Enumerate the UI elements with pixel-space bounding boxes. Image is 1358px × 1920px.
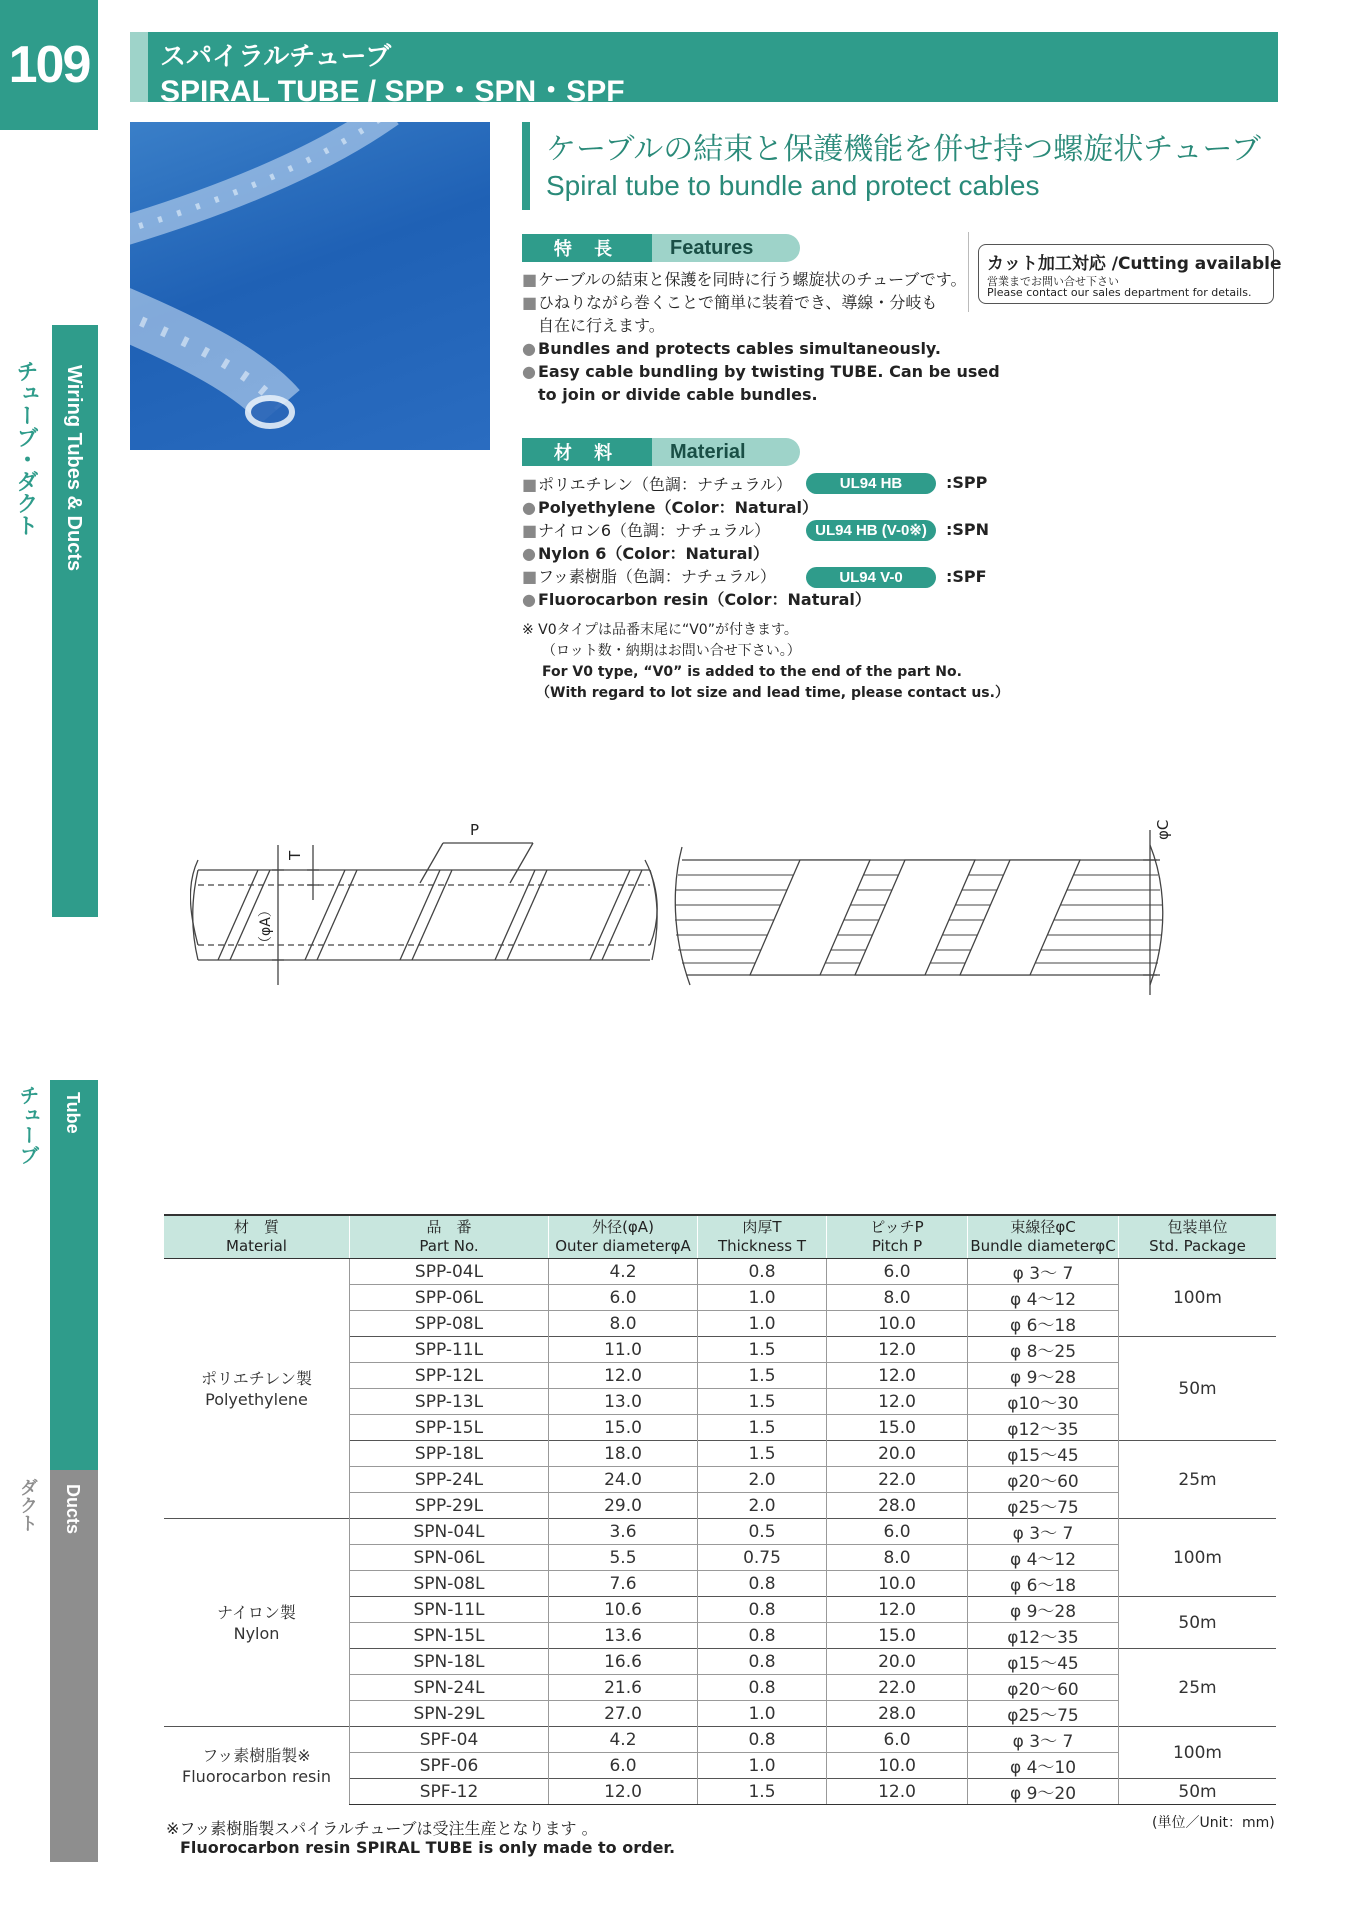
thickness-cell: 2.0 bbox=[698, 1493, 827, 1519]
pitch-cell: 10.0 bbox=[827, 1311, 968, 1337]
part-no-cell: SPP-06L bbox=[350, 1285, 549, 1311]
label-t: T bbox=[286, 850, 304, 860]
outer-diameter-cell: 7.6 bbox=[549, 1571, 698, 1597]
headline-jp: ケーブルの結束と保護機能を併せ持つ螺旋状チューブ bbox=[546, 132, 1261, 167]
bundle-diameter-cell: φ 3〜 7 bbox=[968, 1519, 1119, 1545]
side-tab-main-label: Wiring Tubes & Ducts bbox=[63, 365, 85, 572]
side-tab-tube-label: Tube bbox=[63, 1092, 83, 1134]
pitch-cell: 8.0 bbox=[827, 1545, 968, 1571]
header-stripe bbox=[130, 32, 148, 102]
part-no-cell: SPP-13L bbox=[350, 1389, 549, 1415]
package-cell: 100m bbox=[1119, 1727, 1277, 1779]
outer-diameter-cell: 13.0 bbox=[549, 1389, 698, 1415]
thickness-cell: 1.0 bbox=[698, 1753, 827, 1779]
thickness-cell: 0.8 bbox=[698, 1259, 827, 1285]
thickness-cell: 1.5 bbox=[698, 1389, 827, 1415]
feature-en-2b: to join or divide cable bundles. bbox=[538, 385, 818, 404]
outer-diameter-cell: 11.0 bbox=[549, 1337, 698, 1363]
table-header-row bbox=[164, 1215, 1276, 1259]
spec-table bbox=[164, 1214, 1276, 1805]
thickness-cell: 0.8 bbox=[698, 1623, 827, 1649]
bundle-diameter-cell: φ10〜30 bbox=[968, 1389, 1119, 1415]
col-outer-diameter: 外径(φA) Outer diameterφA bbox=[549, 1215, 698, 1259]
material-list: ■ポリエチレン（色調：ナチュラル） ● Polyethylene（Color：Natural） ■ナイロン6（色調：ナチュラル） ● Nylon 6（Color：Natural） ■フッ素樹脂（色調：ナチュラル） ● Fluorocarbon resin（Color：Natural） bbox=[522, 475, 871, 609]
bundle-diameter-cell: φ15〜45 bbox=[968, 1441, 1119, 1467]
features-label-en: Features bbox=[652, 234, 800, 262]
code-spn: :SPN bbox=[946, 520, 990, 539]
part-no-cell: SPN-08L bbox=[350, 1571, 549, 1597]
bundle-diameter-cell: φ15〜45 bbox=[968, 1649, 1119, 1675]
outer-diameter-cell: 4.2 bbox=[549, 1259, 698, 1285]
thickness-cell: 1.0 bbox=[698, 1311, 827, 1337]
material-cell: ポリエチレン製 Polyethylene bbox=[164, 1259, 350, 1519]
outer-diameter-cell: 27.0 bbox=[549, 1701, 698, 1727]
side-tab-ducts bbox=[50, 1470, 98, 1862]
material-fl-en: Fluorocarbon resin（Color：Natural） bbox=[538, 590, 871, 609]
code-spp: :SPP bbox=[946, 473, 988, 492]
part-no-cell: SPN-06L bbox=[350, 1545, 549, 1571]
pitch-cell: 28.0 bbox=[827, 1701, 968, 1727]
pitch-cell: 20.0 bbox=[827, 1649, 968, 1675]
col-package: 包装単位 Std. Package bbox=[1119, 1215, 1277, 1259]
part-no-cell: SPP-15L bbox=[350, 1415, 549, 1441]
bundle-diameter-cell: φ25〜75 bbox=[968, 1493, 1119, 1519]
part-no-cell: SPP-08L bbox=[350, 1311, 549, 1337]
outer-diameter-cell: 16.6 bbox=[549, 1649, 698, 1675]
outer-diameter-cell: 13.6 bbox=[549, 1623, 698, 1649]
thickness-cell: 2.0 bbox=[698, 1467, 827, 1493]
thickness-cell: 1.5 bbox=[698, 1779, 827, 1805]
part-no-cell: SPF-04 bbox=[350, 1727, 549, 1753]
thickness-cell: 0.8 bbox=[698, 1571, 827, 1597]
pitch-cell: 12.0 bbox=[827, 1597, 968, 1623]
thickness-cell: 1.0 bbox=[698, 1701, 827, 1727]
pitch-cell: 15.0 bbox=[827, 1623, 968, 1649]
page-number: 109 bbox=[0, 0, 98, 130]
package-cell: 100m bbox=[1119, 1519, 1277, 1597]
thickness-cell: 0.5 bbox=[698, 1519, 827, 1545]
bundle-diameter-cell: φ20〜60 bbox=[968, 1467, 1119, 1493]
thickness-cell: 1.5 bbox=[698, 1441, 827, 1467]
header-title-jp: スパイラルチューブ bbox=[160, 42, 392, 72]
ul-badge-fl: UL94 V-0 bbox=[806, 567, 936, 588]
pitch-cell: 22.0 bbox=[827, 1467, 968, 1493]
outer-diameter-cell: 15.0 bbox=[549, 1415, 698, 1441]
part-no-cell: SPP-11L bbox=[350, 1337, 549, 1363]
side-tab-tube bbox=[50, 1080, 98, 1470]
outer-diameter-cell: 12.0 bbox=[549, 1779, 698, 1805]
part-no-cell: SPN-18L bbox=[350, 1649, 549, 1675]
outer-diameter-cell: 12.0 bbox=[549, 1363, 698, 1389]
feature-jp-2: ひねりながら巻くことで簡単に装着でき、導線・分岐も bbox=[538, 293, 938, 312]
material-label bbox=[522, 438, 800, 466]
headline-en: Spiral tube to bundle and protect cables bbox=[546, 170, 1040, 201]
part-no-cell: SPF-12 bbox=[350, 1779, 549, 1805]
outer-diameter-cell: 24.0 bbox=[549, 1467, 698, 1493]
package-cell: 25m bbox=[1119, 1649, 1277, 1727]
pitch-cell: 12.0 bbox=[827, 1389, 968, 1415]
outer-diameter-cell: 4.2 bbox=[549, 1727, 698, 1753]
pitch-cell: 22.0 bbox=[827, 1675, 968, 1701]
side-tab-main bbox=[52, 325, 98, 917]
bundle-diameter-cell: φ 4〜10 bbox=[968, 1753, 1119, 1779]
bundle-diameter-cell: φ20〜60 bbox=[968, 1675, 1119, 1701]
outer-diameter-cell: 21.6 bbox=[549, 1675, 698, 1701]
table-row bbox=[164, 1727, 1276, 1753]
header-title-en: SPIRAL TUBE / SPP・SPN・SPF bbox=[160, 75, 625, 108]
side-tab-main-jp: チューブ・ダクト bbox=[13, 360, 38, 536]
col-bundle-diameter: 束線径φC Bundle diameterφC bbox=[968, 1215, 1119, 1259]
thickness-cell: 0.75 bbox=[698, 1545, 827, 1571]
part-no-cell: SPN-24L bbox=[350, 1675, 549, 1701]
col-material: 材 質 Material bbox=[164, 1215, 350, 1259]
pitch-cell: 12.0 bbox=[827, 1337, 968, 1363]
thickness-cell: 0.8 bbox=[698, 1597, 827, 1623]
outer-diameter-cell: 18.0 bbox=[549, 1441, 698, 1467]
part-no-cell: SPN-29L bbox=[350, 1701, 549, 1727]
outer-diameter-cell: 5.5 bbox=[549, 1545, 698, 1571]
part-no-cell: SPP-18L bbox=[350, 1441, 549, 1467]
col-part-no: 品 番 Part No. bbox=[350, 1215, 549, 1259]
material-fl-jp: フッ素樹脂（色調：ナチュラル） bbox=[538, 567, 776, 586]
bundle-diameter-cell: φ 3〜 7 bbox=[968, 1259, 1119, 1285]
note-3: For V0 type, “V0” is added to the end of the part No. bbox=[542, 664, 962, 680]
part-no-cell: SPF-06 bbox=[350, 1753, 549, 1779]
pitch-cell: 12.0 bbox=[827, 1363, 968, 1389]
thickness-cell: 0.8 bbox=[698, 1727, 827, 1753]
side-tab-ducts-label: Ducts bbox=[63, 1484, 83, 1535]
footnote-en: Fluorocarbon resin SPIRAL TUBE is only made to order. bbox=[180, 1838, 676, 1857]
label-p: P bbox=[470, 821, 480, 839]
bundle-diameter-cell: φ 9〜20 bbox=[968, 1779, 1119, 1805]
product-photo bbox=[130, 122, 490, 450]
bundle-diameter-cell: φ25〜75 bbox=[968, 1701, 1119, 1727]
pitch-cell: 12.0 bbox=[827, 1779, 968, 1805]
pitch-cell: 20.0 bbox=[827, 1441, 968, 1467]
cutting-note-en: Please contact our sales department for details. bbox=[987, 286, 1252, 299]
part-no-cell: SPP-24L bbox=[350, 1467, 549, 1493]
side-tab-tube-jp: チューブ bbox=[16, 1085, 40, 1165]
pitch-cell: 8.0 bbox=[827, 1285, 968, 1311]
cutting-available-box bbox=[978, 244, 1282, 304]
ul-badge-ny: UL94 HB (V-0※) bbox=[806, 520, 936, 541]
bundle-diameter-cell: φ 6〜18 bbox=[968, 1571, 1119, 1597]
bundle-diameter-cell: φ12〜35 bbox=[968, 1623, 1119, 1649]
headline-bar bbox=[522, 122, 530, 210]
bundle-diameter-cell: φ 4〜12 bbox=[968, 1285, 1119, 1311]
thickness-cell: 1.5 bbox=[698, 1415, 827, 1441]
footnote-jp: ※フッ素樹脂製スパイラルチューブは受注生産となります 。 bbox=[166, 1819, 598, 1838]
pitch-cell: 6.0 bbox=[827, 1519, 968, 1545]
thickness-cell: 1.5 bbox=[698, 1337, 827, 1363]
package-cell: 100m bbox=[1119, 1259, 1277, 1337]
package-cell: 50m bbox=[1119, 1779, 1277, 1805]
ul-badge-pe: UL94 HB bbox=[806, 473, 936, 494]
thickness-cell: 1.5 bbox=[698, 1363, 827, 1389]
table-row bbox=[164, 1259, 1276, 1285]
note-4: （With regard to lot size and lead time, please contact us.） bbox=[536, 685, 1009, 701]
note-2: （ロット数・納期はお問い合せ下さい。） bbox=[542, 643, 801, 659]
unit-note: (単位／Unit：mm) bbox=[1152, 1815, 1275, 1831]
material-cell: フッ素樹脂製※ Fluorocarbon resin bbox=[164, 1727, 350, 1805]
thickness-cell: 1.0 bbox=[698, 1285, 827, 1311]
outer-diameter-cell: 6.0 bbox=[549, 1285, 698, 1311]
thickness-cell: 0.8 bbox=[698, 1649, 827, 1675]
cutting-note-jp: 営業までお問い合せ下さい bbox=[987, 275, 1119, 288]
label-c: φC bbox=[1154, 819, 1172, 840]
spiral-tube-diagram bbox=[190, 805, 1210, 1005]
outer-diameter-cell: 10.6 bbox=[549, 1597, 698, 1623]
label-a: （φA） bbox=[258, 903, 274, 950]
material-ny-en: Nylon 6（Color：Natural） bbox=[538, 544, 769, 563]
col-thickness: 肉厚T Thickness T bbox=[698, 1215, 827, 1259]
col-pitch: ピッチP Pitch P bbox=[827, 1215, 968, 1259]
material-ny-jp: ナイロン6（色調：ナチュラル） bbox=[538, 521, 771, 540]
pitch-cell: 28.0 bbox=[827, 1493, 968, 1519]
bundle-diameter-cell: φ 6〜18 bbox=[968, 1311, 1119, 1337]
side-tab-ducts-jp: ダクト bbox=[17, 1478, 38, 1532]
pitch-cell: 10.0 bbox=[827, 1753, 968, 1779]
package-cell: 50m bbox=[1119, 1337, 1277, 1441]
feature-jp-2b: 自在に行えます。 bbox=[538, 316, 665, 335]
bundle-diameter-cell: φ 8〜25 bbox=[968, 1337, 1119, 1363]
pitch-cell: 6.0 bbox=[827, 1727, 968, 1753]
bundle-diameter-cell: φ 9〜28 bbox=[968, 1363, 1119, 1389]
cutting-title: カット加工対応 /Cutting available bbox=[987, 254, 1282, 274]
thickness-cell: 0.8 bbox=[698, 1675, 827, 1701]
part-no-cell: SPP-12L bbox=[350, 1363, 549, 1389]
outer-diameter-cell: 6.0 bbox=[549, 1753, 698, 1779]
outer-diameter-cell: 8.0 bbox=[549, 1311, 698, 1337]
part-no-cell: SPP-04L bbox=[350, 1259, 549, 1285]
page-header bbox=[130, 32, 1278, 108]
part-no-cell: SPN-15L bbox=[350, 1623, 549, 1649]
bundle-diameter-cell: φ 4〜12 bbox=[968, 1545, 1119, 1571]
pitch-cell: 10.0 bbox=[827, 1571, 968, 1597]
divider bbox=[968, 232, 969, 312]
material-label-jp: 材 料 bbox=[522, 438, 652, 466]
material-pe-jp: ポリエチレン（色調：ナチュラル） bbox=[538, 475, 793, 494]
outer-diameter-cell: 3.6 bbox=[549, 1519, 698, 1545]
part-no-cell: SPP-29L bbox=[350, 1493, 549, 1519]
pitch-cell: 6.0 bbox=[827, 1259, 968, 1285]
feature-en-1: Bundles and protects cables simultaneously. bbox=[538, 339, 941, 358]
part-no-cell: SPN-11L bbox=[350, 1597, 549, 1623]
bundle-diameter-cell: φ12〜35 bbox=[968, 1415, 1119, 1441]
features-label bbox=[522, 234, 800, 262]
material-notes bbox=[522, 620, 1009, 704]
package-cell: 50m bbox=[1119, 1597, 1277, 1649]
material-cell: ナイロン製 Nylon bbox=[164, 1519, 350, 1727]
table-row bbox=[164, 1519, 1276, 1545]
code-spf: :SPF bbox=[946, 567, 987, 586]
feature-en-2: Easy cable bundling by twisting TUBE. Can be used bbox=[538, 362, 1000, 381]
package-cell: 25m bbox=[1119, 1441, 1277, 1519]
material-pe-en: Polyethylene（Color：Natural） bbox=[538, 498, 819, 517]
features-list: ■ケーブルの結束と保護を同時に行う螺旋状のチューブです。 ■ひねりながら巻くことで簡単に装着でき、導線・分岐も 自在に行えます。 ● Bundles and protects cables simultaneously. ● Easy cable bundling by twisting TUBE. Can be used to join or divide cable bundles. bbox=[522, 270, 1000, 404]
bundle-diameter-cell: φ 3〜 7 bbox=[968, 1727, 1119, 1753]
material-label-en: Material bbox=[652, 438, 800, 466]
part-no-cell: SPN-04L bbox=[350, 1519, 549, 1545]
features-label-jp: 特 長 bbox=[522, 234, 652, 262]
outer-diameter-cell: 29.0 bbox=[549, 1493, 698, 1519]
pitch-cell: 15.0 bbox=[827, 1415, 968, 1441]
bundle-diameter-cell: φ 9〜28 bbox=[968, 1597, 1119, 1623]
note-1: ※ V0タイプは品番末尾に“V0”が付きます。 bbox=[522, 622, 798, 638]
feature-jp-1: ケーブルの結束と保護を同時に行う螺旋状のチューブです。 bbox=[538, 270, 967, 289]
